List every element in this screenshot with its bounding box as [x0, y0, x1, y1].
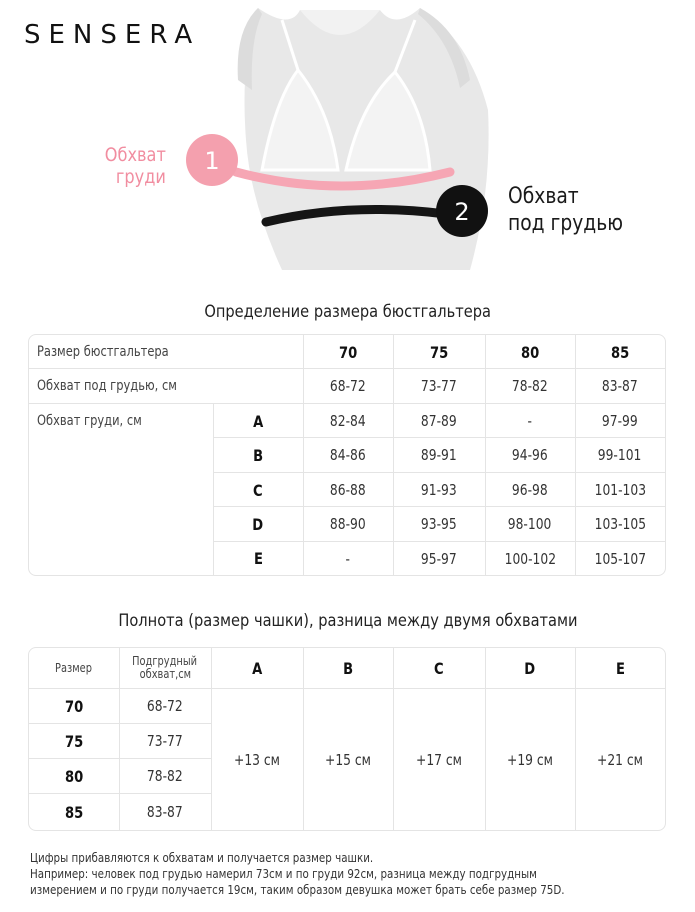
badge-2-number: 2	[454, 198, 470, 226]
explanation-note	[30, 850, 670, 898]
underbust-label	[508, 183, 623, 237]
bust-value: 89-91	[421, 446, 457, 464]
note-line: Цифры прибавляются к обхватам и получается размер чашки.	[30, 851, 374, 865]
bust-value: 95-97	[421, 549, 457, 568]
underbust-label-line-1: Обхват	[508, 184, 579, 209]
underbust-value: 78-82	[512, 377, 548, 395]
bust-value: 86-88	[330, 481, 366, 499]
cup-table-underbust-header: Подгрудный обхват,см	[132, 654, 198, 681]
bust-value: 82-84	[330, 412, 366, 430]
brand-logo: SENSERA	[24, 20, 201, 50]
cup-table-size: 85	[64, 802, 84, 822]
bust-value: -	[345, 549, 351, 568]
cup-table-title: Полнота (размер чашки), разница между двумя обхватами	[117, 611, 578, 631]
underbust-label-line-2: под грудью	[508, 211, 624, 236]
bust-value: 98-100	[508, 515, 552, 533]
cup-difference-c: +17 см	[416, 750, 462, 769]
bust-value: -	[527, 412, 533, 430]
size-header: Размер бюстгальтера	[37, 344, 169, 360]
size-header-70: 70	[338, 342, 358, 362]
size-header-85: 85	[610, 342, 630, 362]
bust-value: 93-95	[421, 515, 457, 533]
bust-value: 84-86	[330, 446, 366, 464]
underbust-value: 68-72	[330, 377, 366, 395]
cup-table-underbust: 68-72	[147, 697, 183, 715]
note-line: измерением и по груди получается 19см, таким образом девушка может брать себе размер 75D.	[30, 883, 565, 897]
bust-value: 94-96	[512, 446, 548, 464]
cup-label: E	[253, 549, 263, 568]
cup-difference-a: +13 см	[234, 750, 280, 769]
note-line: Например: человек под грудью намерил 73см и по груди 92см, разница между подгрудным	[30, 867, 537, 881]
cup-table-size-header: Размер	[55, 660, 93, 675]
cup-header-e: E	[615, 658, 625, 678]
bust-label	[104, 144, 166, 188]
bust-value: 99-101	[598, 446, 642, 464]
bust-value: 101-103	[594, 481, 646, 499]
underbust-value: 83-87	[602, 377, 638, 395]
bust-value: 103-105	[594, 515, 646, 533]
underbust-header: Обхват под грудью, см	[37, 378, 177, 394]
cup-table	[28, 647, 666, 831]
cup-header-d: D	[524, 658, 536, 678]
bust-value: 97-99	[602, 412, 638, 430]
cup-table-underbust: 73-77	[147, 732, 183, 750]
cup-difference-b: +15 см	[325, 750, 371, 769]
bust-value: 96-98	[512, 481, 548, 499]
cup-label: B	[252, 445, 263, 465]
cup-difference-d: +19 см	[507, 750, 553, 769]
cup-table-size: 75	[64, 731, 84, 751]
bust-value: 91-93	[421, 481, 457, 499]
underbust-value: 73-77	[421, 377, 457, 395]
bust-value: 87-89	[421, 412, 457, 430]
bust-value: 88-90	[330, 515, 366, 533]
size-header-75: 75	[429, 342, 449, 362]
cup-label: D	[252, 514, 264, 534]
bust-value: 100-102	[504, 549, 556, 568]
badge-1-number: 1	[204, 147, 220, 175]
cup-header-c: C	[434, 658, 444, 678]
cup-label: C	[253, 480, 263, 500]
cup-header-a: A	[251, 658, 263, 678]
cup-table-size: 80	[64, 766, 84, 786]
cup-header-b: B	[342, 658, 353, 678]
cup-difference-e: +21 см	[597, 750, 643, 769]
cup-label: A	[252, 411, 264, 431]
bust-label-line-2: груди	[115, 166, 166, 188]
cup-table-underbust: 78-82	[147, 767, 183, 785]
size-header-80: 80	[520, 342, 540, 362]
size-table-title: Определение размера бюстгальтера	[204, 302, 491, 322]
size-table	[28, 334, 666, 576]
cup-table-underbust: 83-87	[147, 803, 183, 821]
bust-header: Обхват груди, см	[37, 413, 142, 429]
bust-label-line-1: Обхват	[104, 144, 166, 166]
cup-table-size: 70	[64, 696, 84, 716]
bust-value: 105-107	[594, 549, 646, 568]
